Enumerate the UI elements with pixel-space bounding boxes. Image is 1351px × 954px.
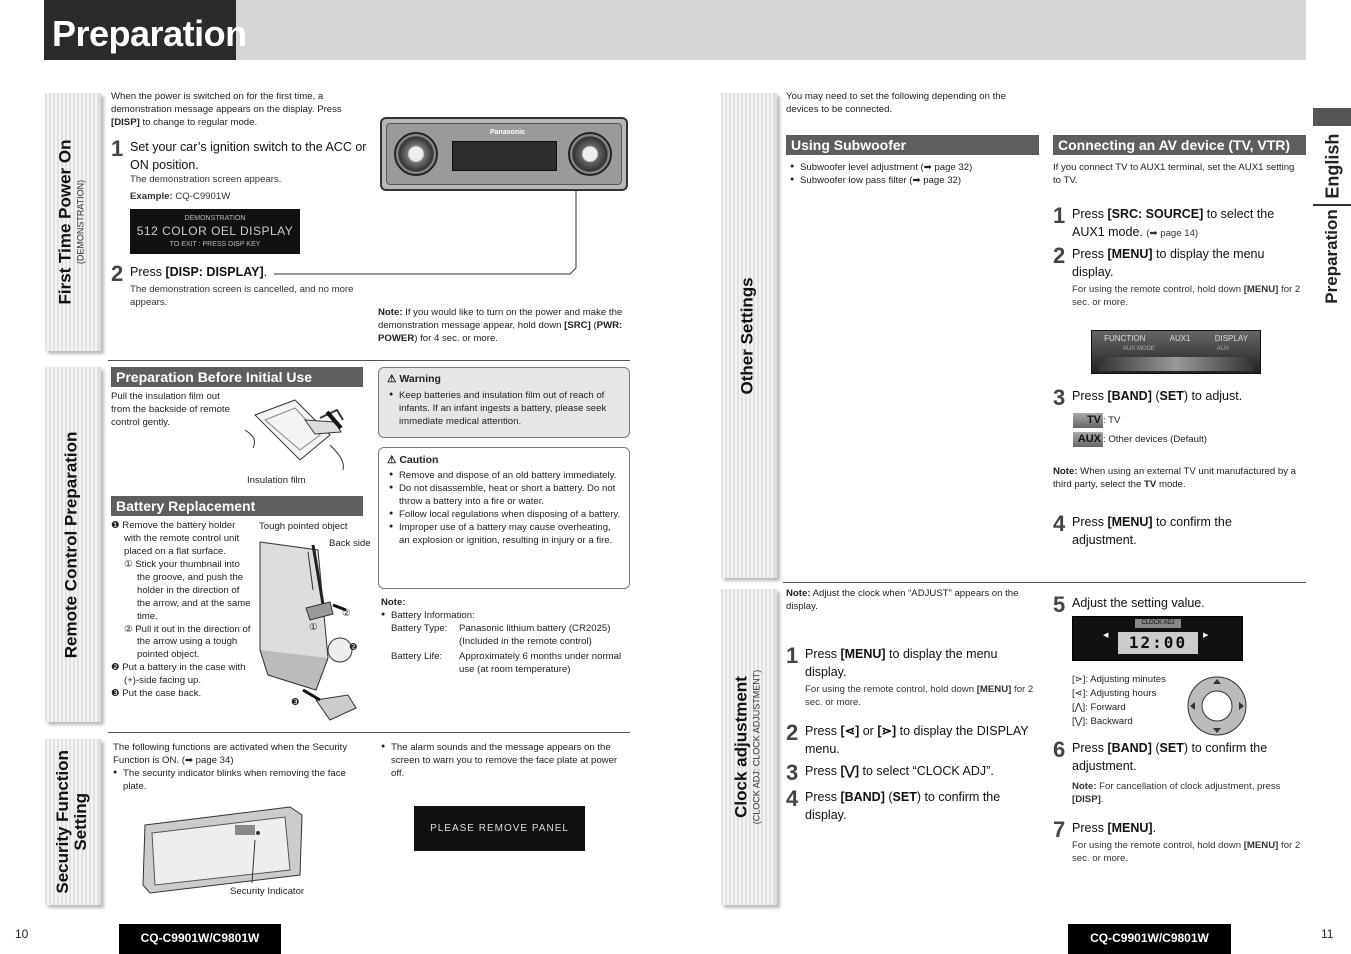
divider <box>108 360 630 361</box>
aux-option: AUX : Other devices (Default) <box>1073 432 1303 447</box>
tab-other-settings: Other Settings <box>721 93 777 578</box>
security-text: The following functions are activated when the Security Function is ON. (➡ page 34) ● The security indicator blinks when removing the face plate. <box>113 742 363 794</box>
insulation-film-label: Insulation film <box>247 475 306 486</box>
av-step-3: 3 Press [BAND] (SET) to adjust. <box>1053 385 1243 410</box>
clock-step-6: 6 Press [BAND] (SET) to confirm the adjustment. Note: For cancellation of clock adjustment, press [DISP]. <box>1053 737 1281 806</box>
tab-security-function-setting: Security Function Setting <box>45 739 101 905</box>
first-note: Note: If you would like to turn on the power and make the demonstration message appear, hold down [SRC] (PWR: POWER) for 4 sec. or more. <box>378 307 623 344</box>
security-alarm-text: ● The alarm sounds and the message appears on the screen to warn you to remove the face plate at power off. <box>381 742 631 781</box>
av-step-1: 1 Press [SRC: SOURCE] to select the AUX1 mode. (➡ page 14) <box>1053 203 1275 240</box>
divider <box>108 732 630 733</box>
clock-step-3: 3 Press [⋁] to select “CLOCK ADJ”. <box>786 760 994 785</box>
remote-insulation-illustration <box>245 390 363 475</box>
joystick-knob <box>568 132 612 176</box>
tough-pointed-label: Tough pointed object <box>259 521 348 532</box>
leader-line <box>270 185 585 280</box>
list-item: ● Subwoofer level adjustment (➡ page 32) <box>790 162 1035 175</box>
car-stereo-unit <box>380 117 628 191</box>
section-head-battery-replacement: Battery Replacement <box>111 496 363 516</box>
clock-step-4: 4 Press [BAND] (SET) to confirm the display. <box>786 786 1001 823</box>
prep-text: Pull the insulation film out from the backside of remote control gently. <box>111 391 230 428</box>
side-tab-marker <box>1313 108 1351 126</box>
tab-clock-adjustment: Clock adjustment (CLOCK ADJ: CLOCK ADJUSTMENT) <box>721 589 777 905</box>
remove-panel-lcd: PLEASE REMOVE PANEL <box>414 806 585 851</box>
av-step-2: 2 Press [MENU] to display the menu display. For using the remote control, hold down [MENU] for 2 sec. or more. <box>1053 243 1301 309</box>
section-head-using-subwoofer: Using Subwoofer <box>786 135 1039 155</box>
tv-option: TV : TV <box>1073 413 1303 428</box>
marker-2: ② <box>342 608 351 619</box>
side-tab-english: English <box>1321 133 1342 199</box>
clock-step-5: 5 Adjust the setting value. <box>1053 592 1205 617</box>
caution-icon: ⚠ <box>387 454 397 466</box>
aux-badge: AUX <box>1073 432 1103 447</box>
page-title: Preparation <box>44 0 236 60</box>
page-number-left: 10 <box>15 927 29 941</box>
clock-step-7: 7 Press [MENU]. For using the remote control, hold down [MENU] for 2 sec. or more. <box>1053 817 1301 865</box>
tab-first-time-power-on: First Time Power On (DEMONSTRATION) <box>45 93 101 351</box>
list-item: ● Subwoofer low pass filter (➡ page 32) <box>790 175 1035 188</box>
demo-lcd-display: DEMONSTRATION 512 COLOR OEL DISPLAY TO EXIT : PRESS DISP KEY <box>130 209 300 254</box>
section-head-connecting-av: Connecting an AV device (TV, VTR) <box>1053 135 1306 155</box>
warning-box: ⚠ Warning ● Keep batteries and insulation film out of reach of infants. If an infant ingests a battery, please seek immediate medical attention. <box>378 367 630 438</box>
clock-key-legend: [⋗]: Adjusting minutes [⋖]: Adjusting hours [⋀]: Forward [⋁]: Backward <box>1072 674 1166 727</box>
warning-icon: ⚠ <box>387 373 397 385</box>
av-note: Note: When using an external TV unit manufactured by a third party, select the TV mode. <box>1053 466 1296 490</box>
av-step-4: 4 Press [MENU] to confirm the adjustment. <box>1053 511 1232 548</box>
clock-note: Note: Adjust the clock when “ADJUST” appears on the display. <box>786 588 1019 612</box>
marker-4: ❸ <box>291 697 300 708</box>
av-intro: If you connect TV to AUX1 terminal, set the AUX1 setting to TV. <box>1053 162 1295 186</box>
volume-knob <box>394 132 438 176</box>
caution-box: ⚠ Caution ● Remove and dispose of an old battery immediately. ● Do not disassemble, heat or short a battery. Do not throw a battery into a fire or water. ● Follow local regulations when disposing of a battery. ● Improper use of a battery may cause overheating, an explosion or ignition, resulting in injury or a fire. <box>378 447 630 589</box>
page-number-right: 11 <box>1321 927 1334 941</box>
unit-display-window <box>452 141 557 171</box>
clock-adj-lcd: CLOCK ADJ ◀ ▶ 12:00 <box>1072 616 1243 661</box>
face-plate-illustration <box>140 805 305 895</box>
subwoofer-list <box>790 162 1035 188</box>
aux-menu-lcd: FUNCTION AUX1 DISPLAY AUX MODE AUX <box>1091 330 1261 374</box>
unit-brand-label: Panasonic <box>490 129 526 136</box>
divider <box>783 582 1306 583</box>
warning-heading: ⚠ Warning <box>387 373 441 385</box>
model-badge-right: CQ-C9901W/C9801W <box>1068 924 1231 954</box>
clock-step-1: 1 Press [MENU] to display the menu display. For using the remote control, hold down [MENU] for 2 sec. or more. <box>786 643 1034 709</box>
battery-steps: ❶ Remove the battery holder with the remote control unit placed on a flat surface. ① Stick your thumbnail into the groove, and push the holder in the direction of the arrow, and at the same time. ② Pull it out in the direction of the arrow using a tough pointed object. ❷ Put a battery in the case with (+)-side facing up. ❸ Put the case back. <box>111 520 251 700</box>
security-indicator-label: Security Indicator <box>230 886 305 897</box>
section-head-prep-before-use: Preparation Before Initial Use <box>111 367 363 387</box>
first-intro: When the power is switched on for the first time, a demonstration message appears on the display. Press [DISP] to change to regular mode. <box>111 91 342 128</box>
side-tab-preparation: Preparation <box>1321 208 1341 304</box>
first-step-2: 2 Press [DISP: DISPLAY]. The demonstration screen is cancelled, and no more appears. <box>111 261 354 309</box>
tv-badge: TV <box>1073 413 1103 428</box>
marker-1: ① <box>309 622 318 633</box>
clock-step-2: 2 Press [⋖] or [⋗] to display the DISPLAY menu. <box>786 720 1029 757</box>
tab-remote-control-preparation: Remote Control Preparation <box>45 367 101 722</box>
joystick-dial-icon <box>1186 675 1248 737</box>
back-side-label: Back side <box>329 538 371 549</box>
battery-info-note: Note: ● Battery Information: Battery Type: Panasonic lithium battery (CR2025) (Included in the remote control) Battery Life: Approximately 6 months under normal use (at room temperature) <box>381 597 631 677</box>
marker-3: ❷ <box>349 642 358 653</box>
other-intro: You may need to set the following depending on the devices to be connected. <box>786 91 1006 115</box>
caution-heading: ⚠ Caution <box>387 454 439 466</box>
first-step-1: 1 Set your car’s ignition switch to the ACC or ON position. The demonstration screen appears. Example: CQ-C9901W <box>111 136 367 203</box>
model-badge-left: CQ-C9901W/C9801W <box>119 924 281 954</box>
